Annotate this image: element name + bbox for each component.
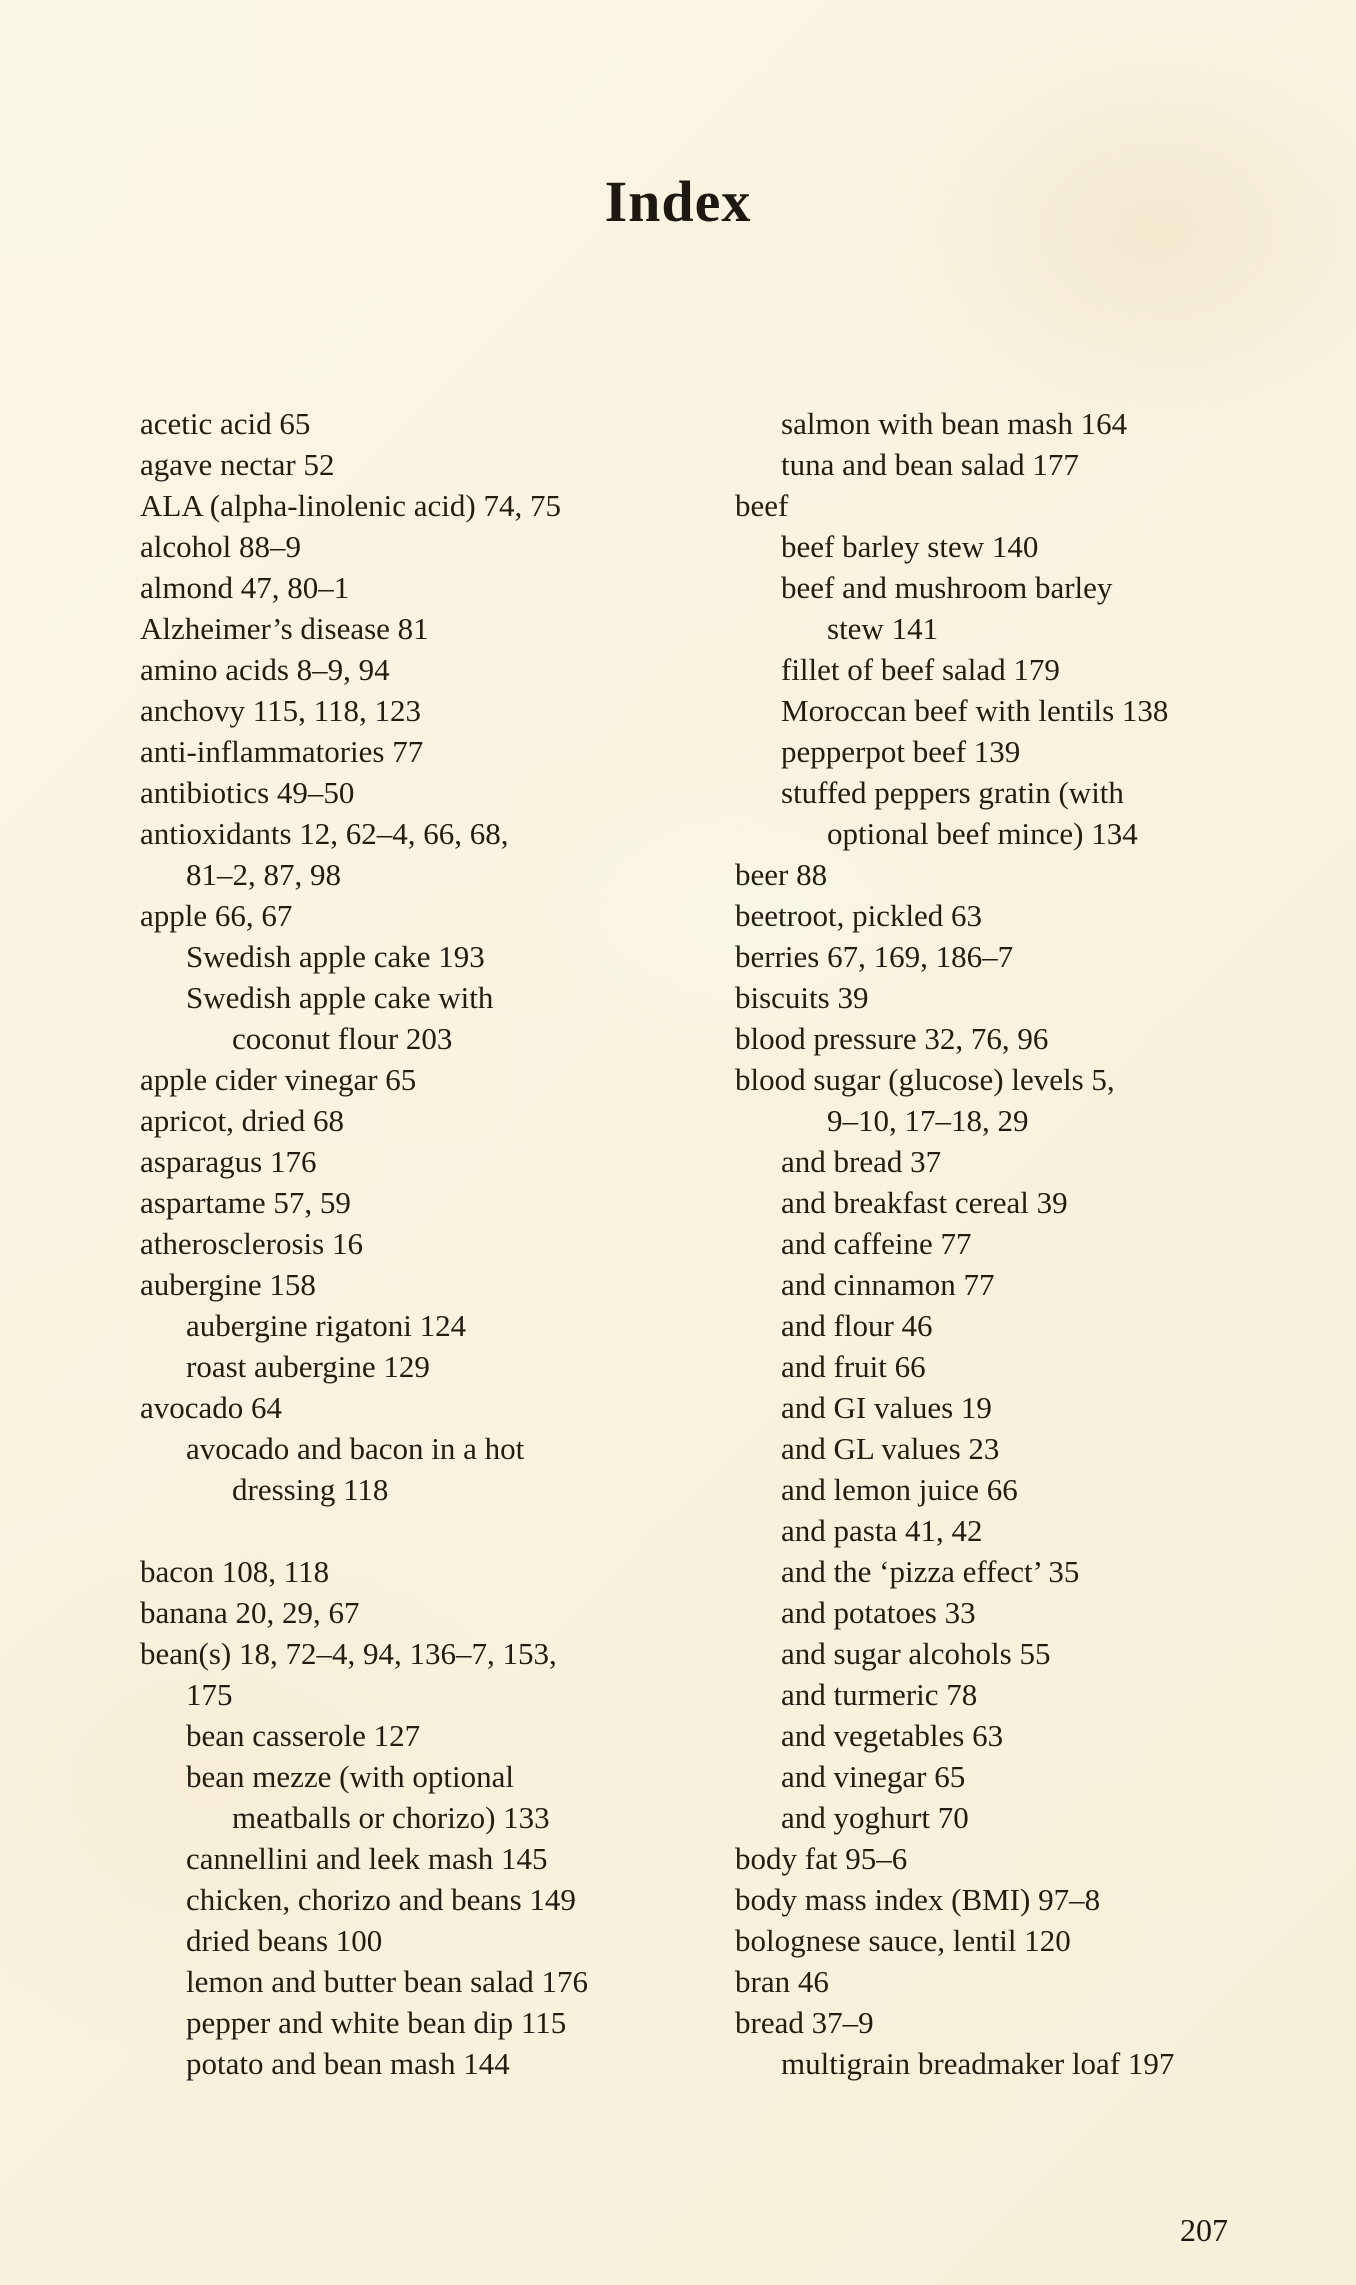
index-entry-line: 9–10, 17–18, 29 (827, 1103, 1029, 1138)
index-entry-line: and GL values 23 (781, 1431, 1000, 1466)
index-entry-line: almond 47, 80–1 (140, 570, 350, 605)
index-entry-line: body mass index (BMI) 97–8 (735, 1882, 1101, 1917)
index-entry-line: anchovy 115, 118, 123 (140, 693, 421, 728)
index-entry-line: alcohol 88–9 (140, 529, 301, 564)
index-entry-line: beef barley stew 140 (781, 529, 1039, 564)
index-entry-line: 81–2, 87, 98 (186, 857, 341, 892)
index-entry-line: bran 46 (735, 1964, 829, 1999)
index-entry-line: and vegetables 63 (781, 1718, 1004, 1753)
index-entry-line: bean mezze (with optional (186, 1759, 514, 1794)
index-entry-line: apple 66, 67 (140, 898, 293, 933)
index-entry-line: aspartame 57, 59 (140, 1185, 351, 1220)
index-entry-line: bread 37–9 (735, 2005, 874, 2040)
index-entry-line: and caffeine 77 (781, 1226, 972, 1261)
index-entry-line: and flour 46 (781, 1308, 933, 1343)
index-entry-line: tuna and bean salad 177 (781, 447, 1079, 482)
index-entry-line: apple cider vinegar 65 (140, 1062, 417, 1097)
index-entry-line: avocado and bacon in a hot (186, 1431, 525, 1466)
index-entry-line: and fruit 66 (781, 1349, 926, 1384)
index-entry-line: beer 88 (735, 857, 828, 892)
index-entry-line: blood pressure 32, 76, 96 (735, 1021, 1049, 1056)
index-entry-line: potato and bean mash 144 (186, 2046, 510, 2081)
index-entry-line: dressing 118 (232, 1472, 389, 1507)
index-entry-line: salmon with bean mash 164 (781, 406, 1128, 441)
index-entry-line: bean(s) 18, 72–4, 94, 136–7, 153, (140, 1636, 557, 1671)
index-entry-line: pepper and white bean dip 115 (186, 2005, 567, 2040)
index-entry-line: aubergine rigatoni 124 (186, 1308, 467, 1343)
index-entry-line: 175 (186, 1677, 233, 1712)
index-entry-line: beetroot, pickled 63 (735, 898, 983, 933)
index-entry-line: berries 67, 169, 186–7 (735, 939, 1014, 974)
index-entry-line: stew 141 (827, 611, 939, 646)
page-title: Index (604, 169, 752, 234)
index-entry-line: bacon 108, 118 (140, 1554, 330, 1589)
index-entry-line: fillet of beef salad 179 (781, 652, 1060, 687)
index-entry-line: coconut flour 203 (232, 1021, 453, 1056)
index-entry-line: stuffed peppers gratin (with (781, 775, 1124, 810)
index-entry-line: chicken, chorizo and beans 149 (186, 1882, 576, 1917)
index-entry-line: and yoghurt 70 (781, 1800, 969, 1835)
index-column-left (140, 403, 720, 2084)
index-entry-line: antibiotics 49–50 (140, 775, 355, 810)
index-entry-line: anti-inflammatories 77 (140, 734, 424, 769)
index-entry-line: amino acids 8–9, 94 (140, 652, 390, 687)
index-entry-line: body fat 95–6 (735, 1841, 908, 1876)
index-entry-line: blood sugar (glucose) levels 5, (735, 1062, 1115, 1097)
index-entry-line: optional beef mince) 134 (827, 816, 1138, 851)
index-entry-line: Moroccan beef with lentils 138 (781, 693, 1169, 728)
index-entry-line: avocado 64 (140, 1390, 283, 1425)
index-entry-line: apricot, dried 68 (140, 1103, 345, 1138)
index-entry-line: and breakfast cereal 39 (781, 1185, 1068, 1220)
index-entry-line: Swedish apple cake 193 (186, 939, 485, 974)
index-entry-line: atherosclerosis 16 (140, 1226, 363, 1261)
index-entry-line: and cinnamon 77 (781, 1267, 995, 1302)
index-entry-line: antioxidants 12, 62–4, 66, 68, (140, 816, 509, 851)
index-entry-line: ALA (alpha-linolenic acid) 74, 75 (140, 488, 561, 523)
index-column-right (735, 403, 1275, 2084)
index-entry-line: lemon and butter bean salad 176 (186, 1964, 589, 1999)
index-entry-line: biscuits 39 (735, 980, 869, 1015)
index-entry-line: acetic acid 65 (140, 406, 311, 441)
index-entry-line: and vinegar 65 (781, 1759, 966, 1794)
index-entry-line: and GI values 19 (781, 1390, 992, 1425)
index-entry-line: bolognese sauce, lentil 120 (735, 1923, 1071, 1958)
index-entry-line: and the ‘pizza effect’ 35 (781, 1554, 1080, 1589)
column-gap-line (140, 1510, 720, 1551)
index-entry-line: banana 20, 29, 67 (140, 1595, 360, 1630)
index-entry-line: roast aubergine 129 (186, 1349, 430, 1384)
index-entry-line: and sugar alcohols 55 (781, 1636, 1051, 1671)
index-entry-line: and potatoes 33 (781, 1595, 976, 1630)
index-entry-line: Alzheimer’s disease 81 (140, 611, 429, 646)
index-entry-line: pepperpot beef 139 (781, 734, 1021, 769)
index-entry-line: aubergine 158 (140, 1267, 316, 1302)
index-entry-line: bean casserole 127 (186, 1718, 421, 1753)
index-entry-line: Swedish apple cake with (186, 980, 494, 1015)
index-entry-line: and lemon juice 66 (781, 1472, 1018, 1507)
index-entry-line: multigrain breadmaker loaf 197 (781, 2046, 1175, 2081)
index-entry-line: asparagus 176 (140, 1144, 317, 1179)
index-entry-line: cannellini and leek mash 145 (186, 1841, 548, 1876)
index-entry-line: and bread 37 (781, 1144, 942, 1179)
index-entry-line: beef (735, 488, 789, 523)
index-entry-line: and pasta 41, 42 (781, 1513, 983, 1548)
index-entry-line: and turmeric 78 (781, 1677, 978, 1712)
index-entry-line: meatballs or chorizo) 133 (232, 1800, 550, 1835)
page-number: 207 (1180, 2212, 1228, 2248)
index-entry-line: beef and mushroom barley (781, 570, 1113, 605)
index-entry-line: agave nectar 52 (140, 447, 335, 482)
index-entry-line: dried beans 100 (186, 1923, 383, 1958)
